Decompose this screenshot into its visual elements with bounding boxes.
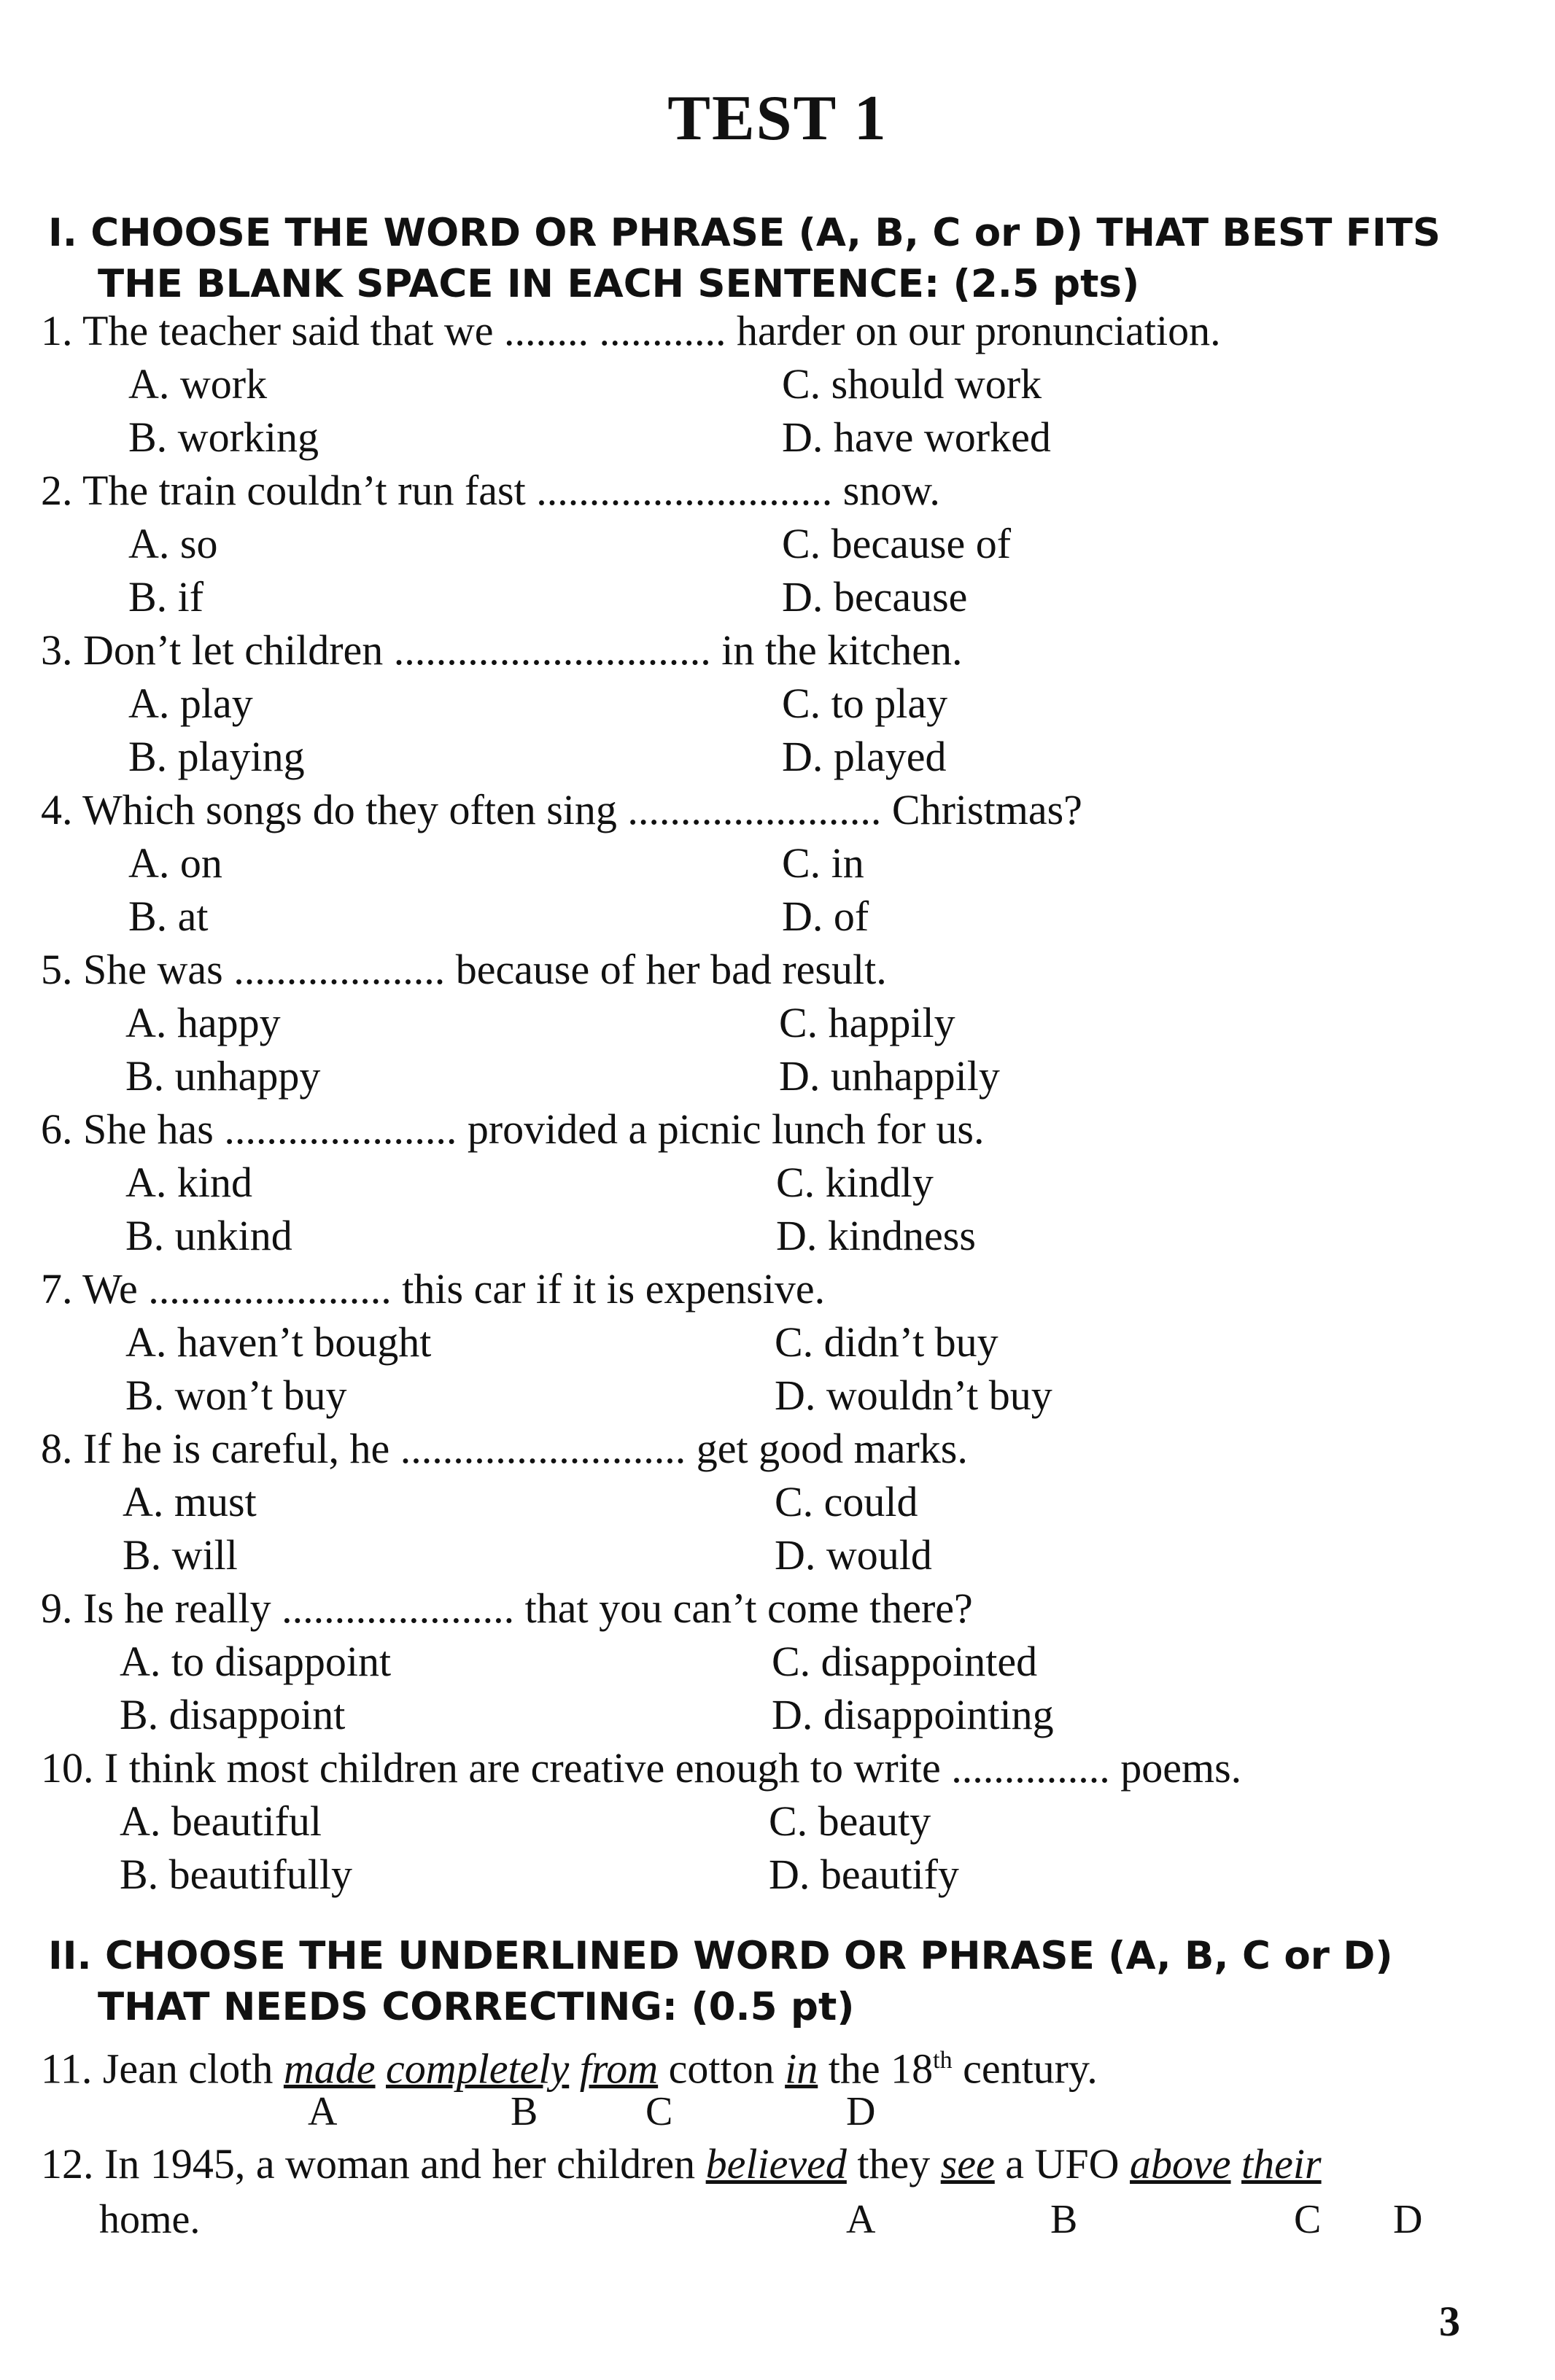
answer-option-a: A. kind [125,1159,252,1206]
answer-option-b: B. disappoint [120,1691,346,1738]
answer-option-c: C. could [775,1478,918,1525]
question-stem: 4. Which songs do they often sing ........................ Christmas? [41,786,1082,833]
question-stem: 10. I think most children are creative enough to write ............... poems. [41,1744,1242,1792]
answer-option-c: C. happily [779,999,955,1046]
section-2-line-1: II. CHOOSE THE UNDERLINED WORD OR PHRASE (A, B, C or D) [48,1934,1393,1978]
question-stem: 2. The train couldn’t run fast ............................ snow. [41,467,940,514]
answer-option-b: B. if [128,573,204,621]
underlined-option-d: their [1241,2140,1322,2188]
answer-option-a: A. play [128,680,253,727]
answer-option-d: D. of [782,892,869,940]
page-title: TEST 1 [667,83,888,154]
test-page: TEST 1 I. CHOOSE THE WORD OR PHRASE (A, B, C or D) THAT BEST FITS THE BLANK SPACE IN EACH SENTENCE: (2.5 pts) 1. The teacher said that we ........ ............ harder on our pronunciation. A. work B. working C. should work D. have worked 2. The train couldn’t run fast ............................ snow. A. so B. if C. because of D. because 3. Don’t let children .............................. in the kitchen. A. play B. playing C. to play D. played 4. Which songs do they often sing ........................ Christmas? A. on B. at C. in D. of 5. She was .................... because of her bad result. A. happy B. unhappy C. happily D. unhappily 6. She has ...................... provided a picnic lunch for us. A. kind B. unkind C. kindly D. kindness 7. We ....................... this car if it is expensive. A. haven’t bought B. won’t buy C. didn’t buy D. wouldn’t buy 8. If he is careful, he ........................... get good marks. A. must B. will C. could D. would 9. Is he really ...................... that you can’t come there? A. to disappoint B. disappoint C. disappointed D. disappointing 10. I think most children are creative enough to write ............... poems. A. beautiful B. beautifully C. beauty D. beautify II. CHOOSE THE UNDERLINED WORD OR PHRASE (A, B, C or D) THAT NEEDS CORRECTING: (0.5 pt) 11. Jean cloth made completely from cotton in the 18th century. A B C D 12. In 1945, a woman and her children believed they see a UFO above their home. A B C D 3 [0,0,1555,2380]
underlined-option-c: above [1130,2140,1231,2188]
question-stem: 1. The teacher said that we ........ ............ harder on our pronunciation. [41,307,1221,354]
answer-option-a: A. beautiful [120,1797,322,1845]
answer-option-a: A. haven’t bought [125,1318,432,1366]
question-stem: 7. We ....................... this car if it is expensive. [41,1265,826,1312]
section-1-heading [48,208,1507,310]
answer-option-a: A. to disappoint [120,1638,392,1685]
answer-option-a: A. must [123,1478,257,1525]
answer-option-c: C. to play [782,680,948,727]
answer-option-c: C. in [782,839,864,887]
answer-option-b: B. at [128,892,209,940]
answer-option-d: D. would [775,1531,932,1579]
answer-option-b: B. won’t buy [125,1372,347,1419]
question-stem: 5. She was .................... because of her bad result. [41,946,887,993]
section-2-heading [48,1931,1507,2033]
answer-option-b: B. playing [128,733,305,780]
answer-option-b: B. beautifully [120,1851,352,1898]
question-stem: 3. Don’t let children .............................. in the kitchen. [41,626,963,674]
answer-option-d: D. because [782,573,968,621]
underlined-option-b: completely [386,2045,570,2093]
answer-option-d: D. kindness [776,1212,976,1259]
question-12: 12. In 1945, a woman and her children believed they see a UFO above their [41,2140,1322,2188]
section-1-line-2: THE BLANK SPACE IN EACH SENTENCE: (2.5 pts) [98,262,1140,306]
answer-option-d: D. disappointing [772,1691,1054,1738]
answer-option-b: B. will [123,1531,238,1579]
question-stem: 8. If he is careful, he ........................... get good marks. [41,1425,968,1472]
answer-option-a: A. so [128,520,218,567]
answer-option-d: D. unhappily [779,1052,1000,1100]
answer-option-b: B. working [128,413,319,461]
answer-option-d: D. played [782,733,947,780]
question-stem: 6. She has ...................... provided a picnic lunch for us. [41,1105,985,1153]
answer-option-c: C. should work [782,360,1042,408]
answer-option-c: C. because of [782,520,1012,567]
answer-option-d: D. have worked [782,413,1051,461]
answer-option-b: B. unhappy [125,1052,321,1100]
answer-option-a: A. on [128,839,222,887]
underlined-option-d: in [785,2045,818,2093]
underlined-option-a: made [283,2045,376,2093]
question-11: 11. Jean cloth made completely from cotton in the 18th century. [41,2045,1098,2093]
answer-option-a: A. work [128,360,268,408]
underlined-option-a: believed [705,2140,847,2188]
answer-option-c: C. beauty [769,1797,931,1845]
question-12-continuation: home. [99,2197,201,2242]
answer-option-b: B. unkind [125,1212,292,1259]
underlined-option-c: from [579,2045,659,2093]
answer-option-d: D. wouldn’t buy [775,1372,1052,1419]
page-number: 3 [1439,2298,1460,2345]
answer-option-c: C. kindly [776,1159,934,1206]
answer-option-a: A. happy [125,999,281,1046]
underlined-option-b: see [940,2140,995,2188]
section-1-line-1: I. CHOOSE THE WORD OR PHRASE (A, B, C or D) THAT BEST FITS [48,211,1441,255]
section-2-line-2: THAT NEEDS CORRECTING: (0.5 pt) [98,1985,855,2029]
question-stem: 9. Is he really ...................... that you can’t come there? [41,1584,973,1632]
answer-option-d: D. beautify [769,1851,959,1898]
answer-option-c: C. disappointed [772,1638,1038,1685]
answer-option-c: C. didn’t buy [775,1318,998,1366]
